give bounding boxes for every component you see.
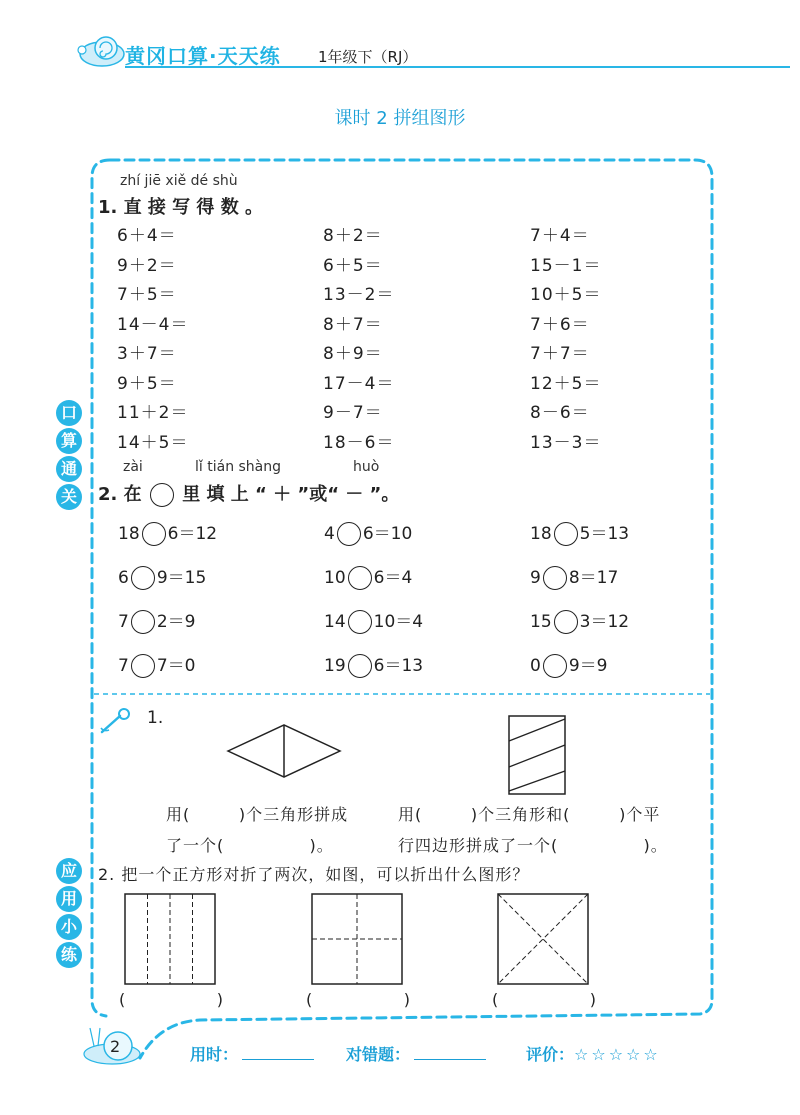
app2-answer-3[interactable]: ( ) xyxy=(492,990,597,1009)
rating-field xyxy=(526,1042,661,1065)
fill-sign-item: 0 9＝9 xyxy=(530,656,608,676)
calc-item: 9＋2＝ xyxy=(117,255,177,276)
page-number: 2 xyxy=(110,1037,121,1056)
brand-title: 黄冈口算·天天练 xyxy=(125,44,281,68)
answer-circle[interactable] xyxy=(348,566,372,590)
answer-circle[interactable] xyxy=(337,522,361,546)
square-fold-diagonal-figure xyxy=(497,893,589,985)
side-tab-char: 关 xyxy=(56,484,82,510)
section2-row xyxy=(118,564,708,608)
answer-circle[interactable] xyxy=(554,610,578,634)
app2-answer-1[interactable]: ( ) xyxy=(119,990,224,1009)
correct-count-blank[interactable] xyxy=(414,1045,486,1060)
calc-item: 17－4＝ xyxy=(323,373,395,394)
calc-item: 9－7＝ xyxy=(323,403,383,423)
answer-circle[interactable] xyxy=(348,654,372,678)
fill-sign-item: 10 6＝4 xyxy=(324,568,413,588)
answer-circle[interactable] xyxy=(142,522,166,546)
side-tab-application xyxy=(56,858,82,968)
square-fold-vertical-figure xyxy=(124,893,216,985)
calc-item: 6＋5＝ xyxy=(323,255,383,276)
app1-left-line2: 了一个( )。 xyxy=(166,836,334,855)
rating-stars[interactable]: ☆☆☆☆☆ xyxy=(574,1045,661,1064)
section2-title-part-b: 里 填 上 “ ＋ ”或“ － ”。 xyxy=(182,484,400,505)
app1-number: 1. xyxy=(147,708,164,728)
time-used-label: 用时： xyxy=(190,1045,239,1064)
answer-circle[interactable] xyxy=(348,610,372,634)
grade-label: 1年级下（RJ） xyxy=(318,48,418,66)
pinyin-zai: zài xyxy=(123,459,143,475)
calc-item: 13－2＝ xyxy=(323,285,395,305)
section1-column-3 xyxy=(530,221,601,457)
time-used-blank[interactable] xyxy=(242,1045,314,1060)
side-tab-char: 小 xyxy=(56,914,82,940)
correct-count-label: 对错题： xyxy=(346,1045,411,1064)
fill-sign-item: 7 7＝0 xyxy=(118,656,196,676)
square-fold-cross-figure xyxy=(311,893,403,985)
calc-item: 14＋5＝ xyxy=(117,432,189,453)
side-tab-char: 通 xyxy=(56,456,82,482)
section1-pinyin: zhí jiē xiě dé shù xyxy=(120,173,238,189)
calc-item: 9＋5＝ xyxy=(117,373,177,394)
calc-item: 18－6＝ xyxy=(323,432,395,453)
answer-circle[interactable] xyxy=(131,654,155,678)
app1-right-line1: 用( )个三角形和( )个平 xyxy=(398,805,661,824)
fill-sign-item: 19 6＝13 xyxy=(324,656,424,676)
calc-item: 10＋5＝ xyxy=(530,285,602,305)
section1-column-2 xyxy=(323,221,394,457)
answer-circle-icon xyxy=(150,483,174,507)
rectangle-figure xyxy=(508,715,566,795)
fill-sign-item: 9 8＝17 xyxy=(530,568,619,588)
answer-circle[interactable] xyxy=(554,522,578,546)
pinyin-huo: huò xyxy=(353,459,380,475)
answer-circle[interactable] xyxy=(131,610,155,634)
calc-item: 6＋4＝ xyxy=(117,226,177,246)
calc-item: 7＋4＝ xyxy=(530,226,590,246)
lesson-title: 课时 2 拼组图形 xyxy=(334,108,466,129)
section2-row xyxy=(118,652,708,696)
answer-circle[interactable] xyxy=(131,566,155,590)
correct-count-field xyxy=(346,1042,486,1065)
fill-sign-item: 18 6＝12 xyxy=(118,524,218,544)
fill-sign-item: 7 2＝9 xyxy=(118,612,196,632)
side-tab-char: 口 xyxy=(56,400,82,426)
calc-item: 8－6＝ xyxy=(530,403,590,423)
fill-sign-item: 4 6＝10 xyxy=(324,524,413,544)
section2-title-part-a: 2. 在 xyxy=(98,484,142,505)
side-tab-char: 应 xyxy=(56,858,82,884)
fill-sign-item: 14 10＝4 xyxy=(324,612,424,632)
section2-row xyxy=(118,520,708,564)
fill-sign-item: 18 5＝13 xyxy=(530,524,630,544)
calc-item: 7＋7＝ xyxy=(530,344,590,364)
side-tab-char: 练 xyxy=(56,942,82,968)
app2-title: 2. 把一个正方形对折了两次，如图，可以折出什么图形？ xyxy=(98,865,530,884)
section2-row xyxy=(118,608,708,652)
rating-label: 评价： xyxy=(526,1045,575,1064)
answer-circle[interactable] xyxy=(543,566,567,590)
calc-item: 8＋2＝ xyxy=(323,226,383,246)
section1-column-1 xyxy=(117,221,188,457)
section1-title: 1. 直 接 写 得 数 。 xyxy=(98,197,263,218)
calc-item: 3＋7＝ xyxy=(117,344,177,364)
calc-item: 7＋5＝ xyxy=(117,285,177,305)
fill-sign-item: 6 9＝15 xyxy=(118,568,207,588)
calc-item: 7＋6＝ xyxy=(530,314,590,335)
calc-item: 14－4＝ xyxy=(117,314,189,335)
calc-item: 12＋5＝ xyxy=(530,373,602,394)
side-tab-mental-math xyxy=(56,400,82,510)
calc-item: 8＋9＝ xyxy=(323,344,383,364)
section2-grid xyxy=(118,520,708,696)
calc-item: 11＋2＝ xyxy=(117,403,189,423)
time-used-field xyxy=(190,1042,314,1065)
calc-item: 8＋7＝ xyxy=(323,314,383,335)
app1-right-line2: 行四边形拼成了一个( )。 xyxy=(398,836,668,855)
app2-answer-2[interactable]: ( ) xyxy=(306,990,411,1009)
side-tab-char: 算 xyxy=(56,428,82,454)
side-tab-char: 用 xyxy=(56,886,82,912)
pinyin-li-tian-shang: lǐ tián shàng xyxy=(195,459,282,475)
rhombus-figure xyxy=(226,723,342,779)
magic-wand-icon xyxy=(98,706,138,736)
calc-item: 13－3＝ xyxy=(530,432,602,453)
answer-circle[interactable] xyxy=(543,654,567,678)
calc-item: 15－1＝ xyxy=(530,255,602,276)
section2-title xyxy=(98,480,399,507)
fill-sign-item: 15 3＝12 xyxy=(530,612,630,632)
app1-left-line1: 用( )个三角形拼成 xyxy=(166,805,349,824)
